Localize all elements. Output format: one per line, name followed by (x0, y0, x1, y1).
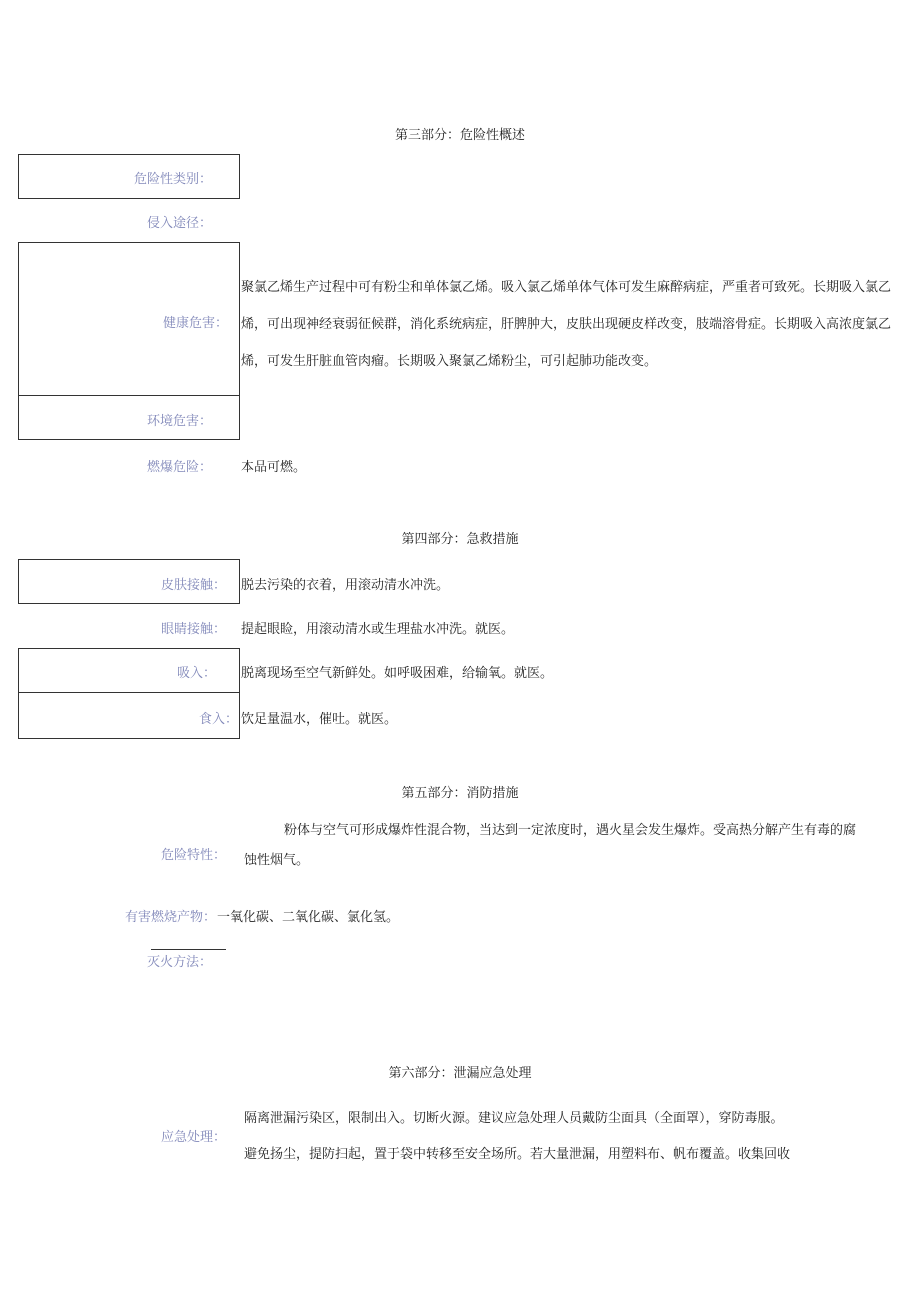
eye-text: 提起眼睑，用滚动清水或生理盐水冲洗。就医。 (241, 622, 515, 637)
combustion-text: 一氧化碳、二氧化碳、氯化氢。 (217, 910, 400, 925)
env-label: 环境危害： (146, 414, 212, 429)
extinguish-label: 灭火方法： (146, 955, 212, 970)
health-label: 健康危害： (162, 316, 228, 331)
section3-title: 第三部分：危险性概述 (394, 128, 525, 143)
fire-text: 本品可燃。 (241, 460, 307, 475)
skin-label: 皮肤接触： (160, 578, 226, 593)
combustion-label: 有害燃烧产物： (124, 910, 216, 925)
section5-title: 第五部分：消防措施 (401, 786, 519, 801)
hazard-category-label: 危险性类别： (133, 172, 212, 187)
hazard-char-label: 危险特性： (160, 848, 226, 863)
inhale-label: 吸入： (176, 666, 216, 681)
health-text: 聚氯乙烯生产过程中可有粉尘和单体氯乙烯。吸入氯乙烯单体气体可发生麻醉病症，严重者可致死。长期吸入氯乙烯，可出现神经衰弱征候群，消化系统病症，肝脾肿大，皮肤出现硬皮样改变，肢端溶骨症。长期吸入高浓度氯乙烯，可发生肝脏血管肉瘤。长期吸入聚氯乙烯粉尘，可引起肺功能改变。 (241, 280, 892, 369)
extinguish-rule (151, 949, 226, 950)
fire-label: 燃爆危险： (146, 460, 212, 475)
ingest-text: 饮足量温水，催吐。就医。 (241, 712, 398, 727)
section6-title: 第六部分：泄漏应急处理 (388, 1066, 532, 1081)
hazard-char-text: 粉体与空气可形成爆炸性混合物，当达到一定浓度时，遇火星会发生爆炸。受高热分解产生有毒的腐蚀性烟气。 (244, 823, 857, 868)
route-label: 侵入途径： (146, 216, 212, 231)
section4-title: 第四部分：急救措施 (401, 532, 519, 547)
inhale-text: 脱离现场至空气新鲜处。如呼吸困难，给输氧。就医。 (241, 666, 554, 681)
skin-text: 脱去污染的衣着，用滚动清水冲洗。 (241, 578, 450, 593)
ingest-label: 食入： (198, 712, 238, 727)
eye-label: 眼睛接触： (160, 622, 226, 637)
emergency-label: 应急处理： (160, 1130, 226, 1145)
emergency-line1: 隔离泄漏污染区，限制出入。切断火源。建议应急处理人员戴防尘面具（全面罩），穿防毒服。 (244, 1111, 784, 1126)
emergency-line2: 避免扬尘，提防扫起，置于袋中转移至安全场所。若大量泄漏，用塑料布、帆布覆盖。收集回收 (244, 1147, 791, 1162)
